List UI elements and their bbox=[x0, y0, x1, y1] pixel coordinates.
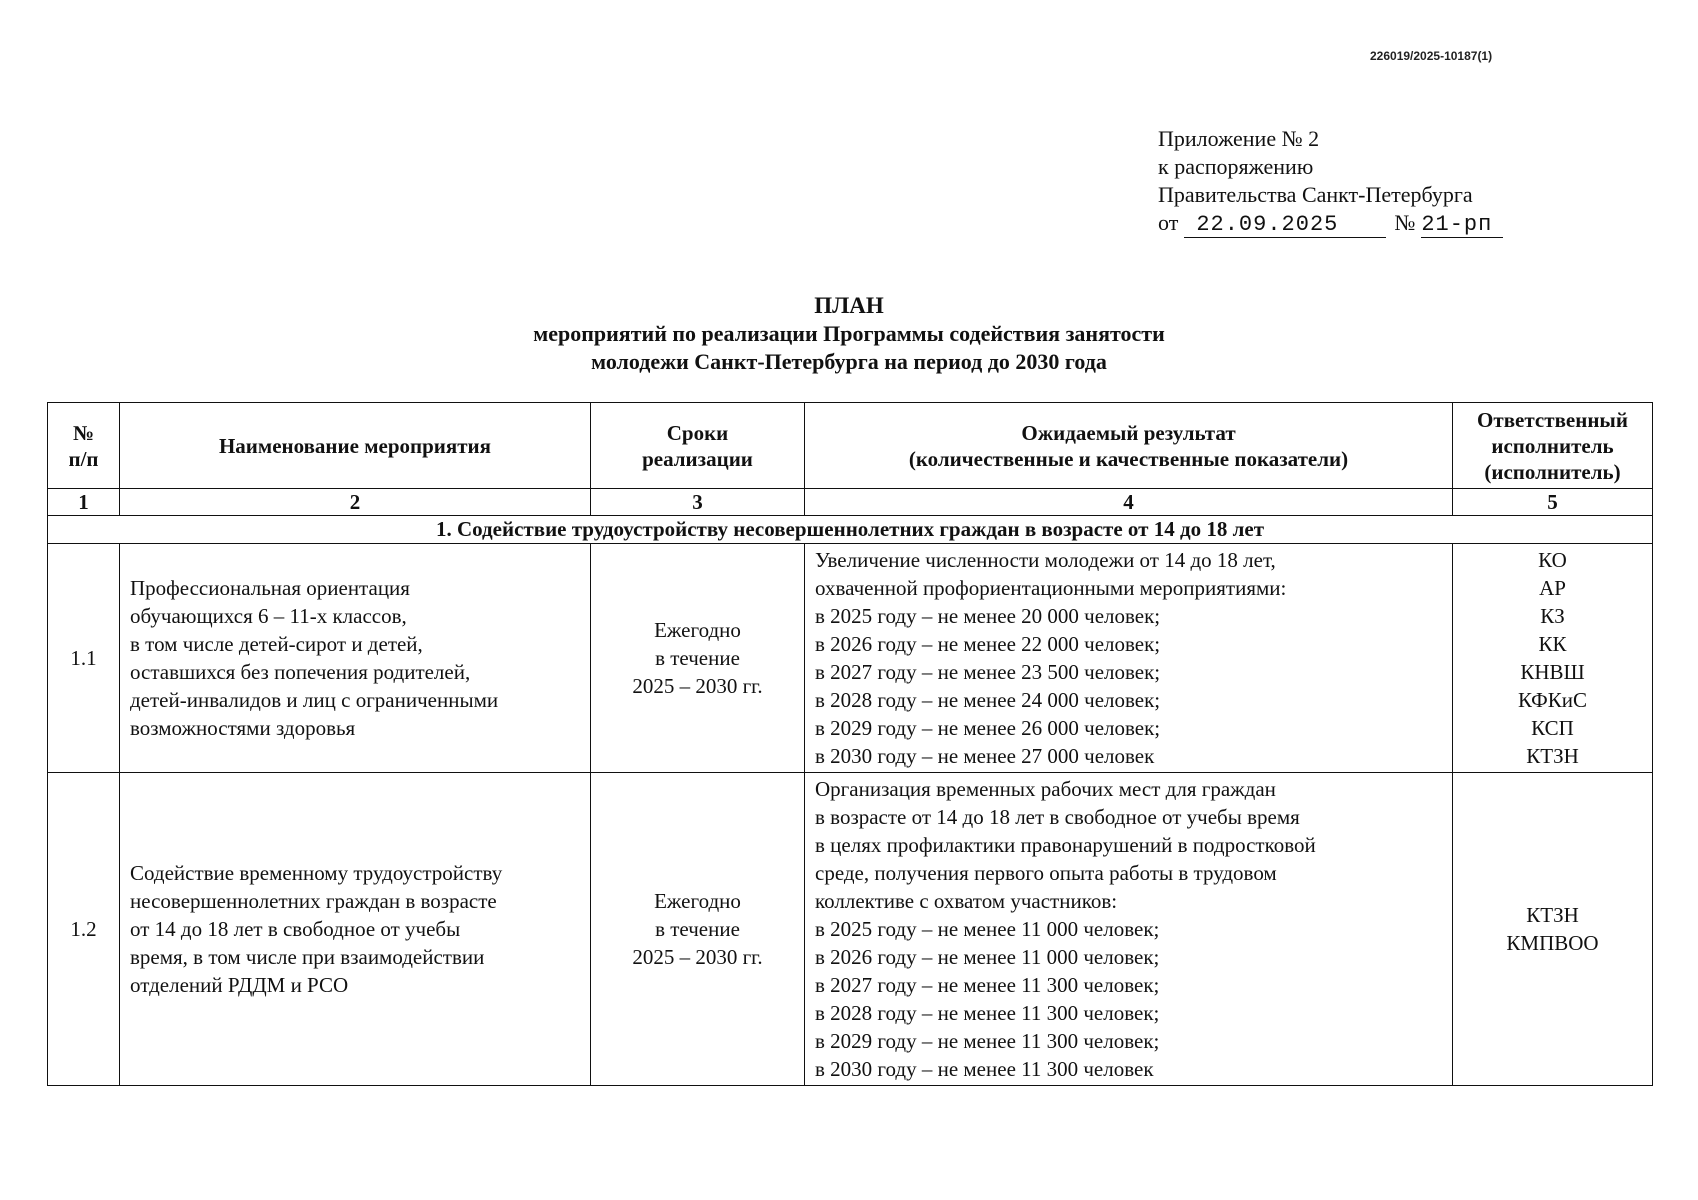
appendix-line-2: к распоряжению bbox=[1158, 154, 1314, 179]
table-row bbox=[48, 773, 1653, 1086]
row-number: 1.1 bbox=[48, 544, 120, 773]
appendix-block bbox=[1158, 125, 1503, 238]
document-title bbox=[0, 292, 1698, 376]
row-term: Ежегодно в течение 2025 – 2030 гг. bbox=[591, 773, 805, 1086]
row-executors: КО АР КЗ КК КНВШ КФКиС КСП КТЗН bbox=[1453, 544, 1653, 773]
row-executors: КТЗН КМПВОО bbox=[1453, 773, 1653, 1086]
header-term: Сроки реализации bbox=[591, 403, 805, 489]
column-number-row bbox=[48, 489, 1653, 516]
from-label: от bbox=[1158, 210, 1179, 235]
order-date: 22.09.2025 bbox=[1184, 213, 1386, 238]
column-number: 3 bbox=[591, 489, 805, 516]
order-number: 21-рп bbox=[1421, 213, 1503, 238]
section-title: 1. Содействие трудоустройству несовершеннолетних граждан в возрасте от 14 до 18 лет bbox=[48, 516, 1653, 544]
column-number: 2 bbox=[120, 489, 591, 516]
document-id: 226019/2025-10187(1) bbox=[1370, 49, 1493, 63]
plan-table bbox=[47, 402, 1653, 1086]
title-line-2: мероприятий по реализации Программы содействия занятости bbox=[533, 321, 1165, 346]
appendix-line-1: Приложение № 2 bbox=[1158, 126, 1320, 151]
number-label: № bbox=[1394, 210, 1416, 235]
table-header-row bbox=[48, 403, 1653, 489]
header-executor: Ответственный исполнитель (исполнитель) bbox=[1453, 403, 1653, 489]
row-term: Ежегодно в течение 2025 – 2030 гг. bbox=[591, 544, 805, 773]
title-line-3: молодежи Санкт-Петербурга на период до 2030 года bbox=[591, 349, 1107, 374]
header-result: Ожидаемый результат (количественные и качественные показатели) bbox=[805, 403, 1453, 489]
column-number: 4 bbox=[805, 489, 1453, 516]
appendix-line-3: Правительства Санкт-Петербурга bbox=[1158, 182, 1473, 207]
header-num: № п/п bbox=[48, 403, 120, 489]
column-number: 5 bbox=[1453, 489, 1653, 516]
header-name: Наименование мероприятия bbox=[120, 403, 591, 489]
section-row bbox=[48, 516, 1653, 544]
row-number: 1.2 bbox=[48, 773, 120, 1086]
column-number: 1 bbox=[48, 489, 120, 516]
title-main: ПЛАН bbox=[814, 293, 884, 318]
row-name: Содействие временному трудоустройству несовершеннолетних граждан в возрасте от 14 до 18 лет в свободное от учебы время, в том числе при взаимодействии отделений РДДМ и РСО bbox=[120, 773, 591, 1086]
row-result: Увеличение численности молодежи от 14 до 18 лет, охваченной профориентационными мероприятиями: в 2025 году – не менее 20 000 человек; в 2026 году – не менее 22 000 человек; в 2027 году – не менее 23 500 человек; в 2028 году – не менее 24 000 человек; в 2029 году – не менее 26 000 человек; в 2030 году – не менее 27 000 человек bbox=[805, 544, 1453, 773]
table-row bbox=[48, 544, 1653, 773]
row-result: Организация временных рабочих мест для граждан в возрасте от 14 до 18 лет в свободное от учебы время в целях профилактики правонарушений в подростковой среде, получения первого опыта работы в трудовом коллективе с охватом участников: в 2025 году – не менее 11 000 человек; в 2026 году – не менее 11 000 человек; в 2027 году – не менее 11 300 человек; в 2028 году – не менее 11 300 человек; в 2029 году – не менее 11 300 человек; в 2030 году – не менее 11 300 человек bbox=[805, 773, 1453, 1086]
row-name: Профессиональная ориентация обучающихся 6 – 11-х классов, в том числе детей-сирот и детей, оставшихся без попечения родителей, детей-инвалидов и лиц с ограниченными возможностями здоровья bbox=[120, 544, 591, 773]
appendix-date-line bbox=[1158, 209, 1503, 238]
